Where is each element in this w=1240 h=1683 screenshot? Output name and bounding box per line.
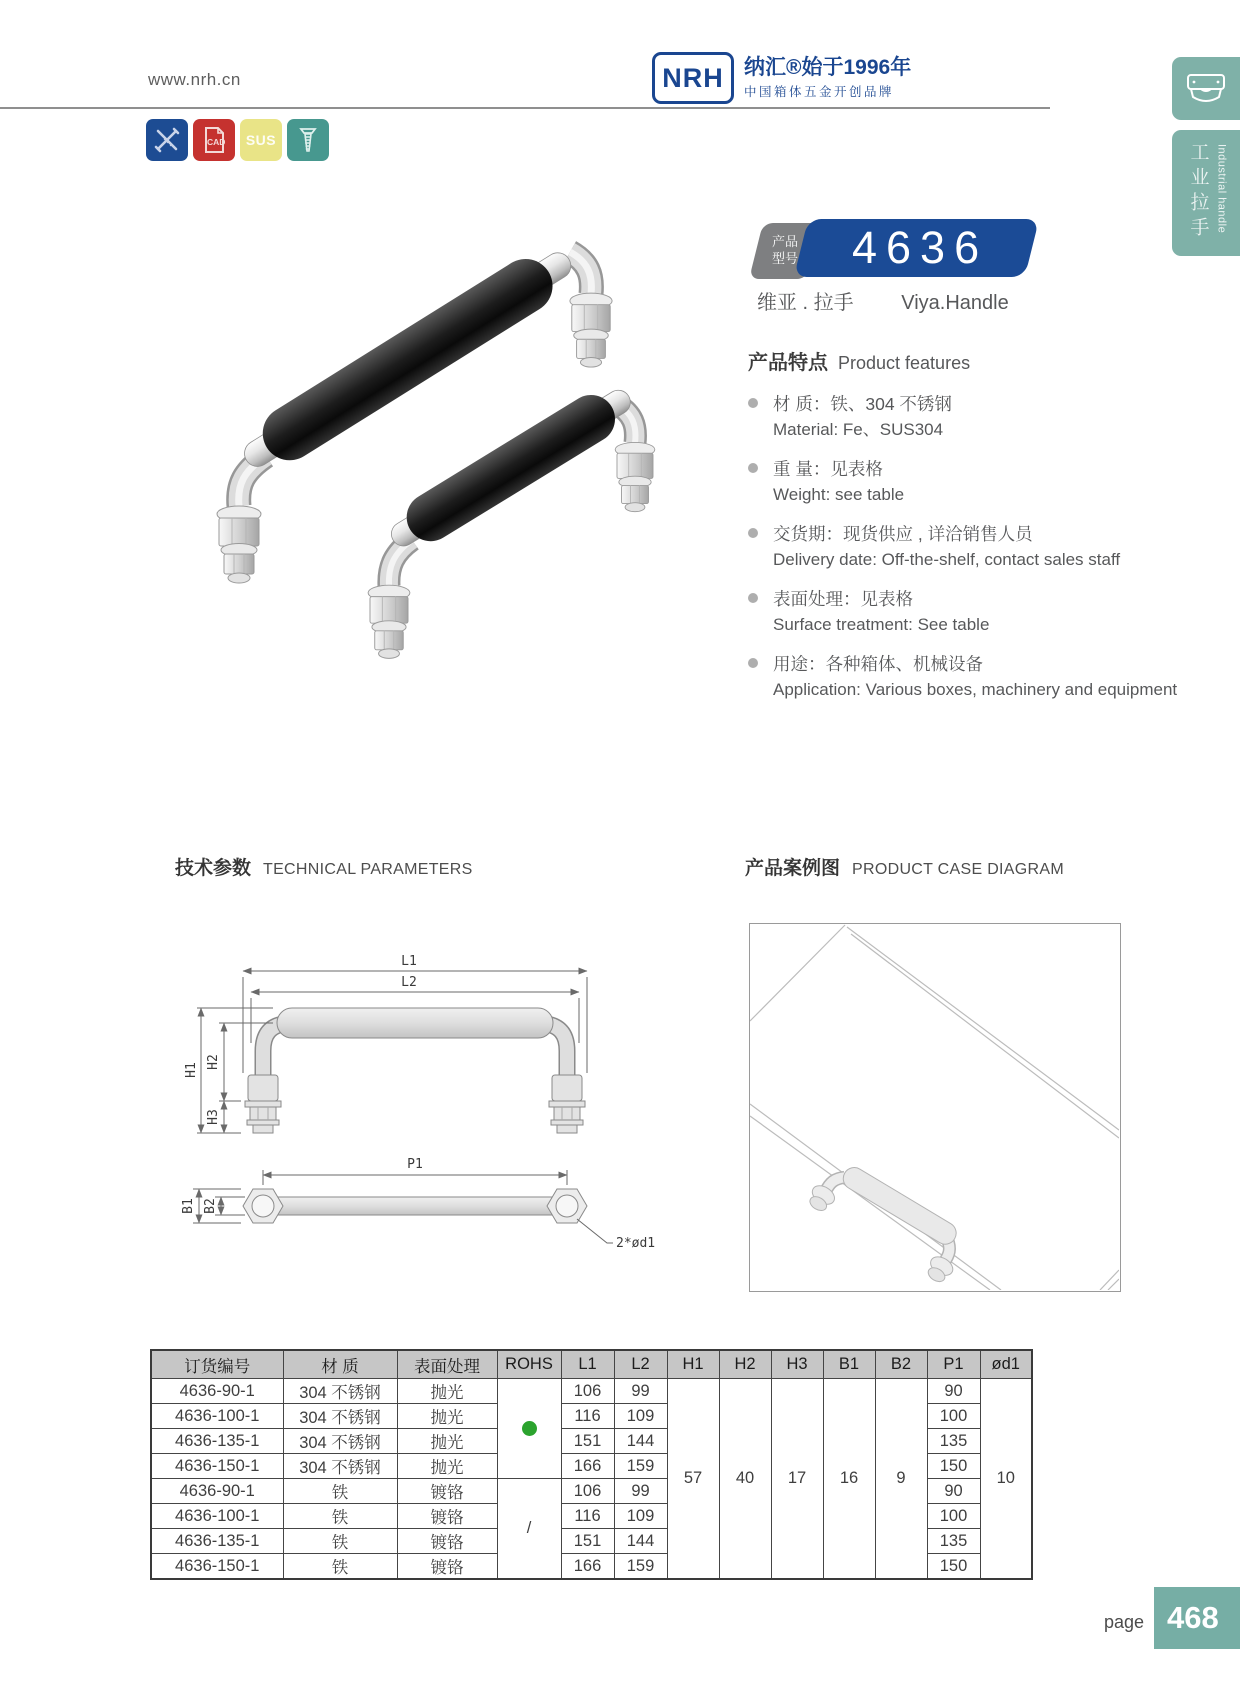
product-name-en: Viya.Handle — [901, 292, 1009, 314]
table-cell: 151 — [561, 1429, 614, 1454]
feature-en: Application: Various boxes, machinery and equipment — [773, 680, 1178, 699]
table-cell: 150 — [927, 1454, 980, 1479]
feature-item — [748, 456, 1218, 507]
table-cell: 304 不锈钢 — [283, 1379, 397, 1404]
case-heading-en: PRODUCT CASE DIAGRAM — [852, 861, 1064, 878]
table-cell: 铁 — [283, 1529, 397, 1554]
tab-industrial-handle[interactable] — [1172, 130, 1240, 256]
table-cell: 304 不锈钢 — [283, 1429, 397, 1454]
table-cell: 116 — [561, 1504, 614, 1529]
table-header-cell: H2 — [719, 1350, 771, 1379]
brand-tagline-line1: 纳汇®始于1996年 — [744, 55, 912, 79]
table-cell: 镀铬 — [397, 1554, 497, 1580]
table-cell: 铁 — [283, 1554, 397, 1580]
bullet-icon — [748, 658, 758, 668]
model-number: 4636 — [852, 222, 989, 273]
product-case-diagram — [749, 923, 1121, 1292]
table-cell: 抛光 — [397, 1454, 497, 1479]
feature-item — [748, 651, 1218, 702]
table-cell: 10 — [980, 1379, 1032, 1580]
table-cell: 99 — [614, 1479, 667, 1504]
table-cell: 抛光 — [397, 1429, 497, 1454]
dim-hole-note: 2*ød1 — [616, 1236, 656, 1251]
dim-l1: L1 — [401, 954, 417, 969]
table-cell: 106 — [561, 1379, 614, 1404]
case-heading-cn: 产品案例图 — [745, 858, 841, 879]
feature-item — [748, 391, 1218, 442]
table-cell: 99 — [614, 1379, 667, 1404]
table-cell: 116 — [561, 1404, 614, 1429]
dim-b2: B2 — [203, 1198, 218, 1214]
table-cell: 166 — [561, 1454, 614, 1479]
table-cell: 17 — [771, 1379, 823, 1580]
drawing-front-view — [245, 1008, 585, 1133]
handle-photo-small — [368, 376, 655, 659]
table-cell: 4636-100-1 — [151, 1504, 283, 1529]
page-number: 468 — [1167, 1600, 1219, 1635]
dim-h3: H3 — [206, 1109, 221, 1125]
technical-drawing — [165, 885, 665, 1260]
website-url[interactable]: www.nrh.cn — [148, 70, 241, 89]
sus-steel-icon — [240, 119, 282, 161]
features-title-en: Product features — [838, 353, 971, 373]
table-header-cell: L1 — [561, 1350, 614, 1379]
table-header-cell: B2 — [875, 1350, 927, 1379]
bullet-icon — [748, 593, 758, 603]
table-cell: 150 — [927, 1554, 980, 1580]
rohs-pass-dot — [522, 1421, 537, 1436]
table-cell: 90 — [927, 1479, 980, 1504]
table-header-cell: P1 — [927, 1350, 980, 1379]
table-cell: 304 不锈钢 — [283, 1454, 397, 1479]
header-divider — [0, 107, 1050, 109]
features-title-cn: 产品特点 — [748, 352, 828, 374]
table-cell: 抛光 — [397, 1404, 497, 1429]
bullet-icon — [748, 528, 758, 538]
table-cell: 100 — [927, 1404, 980, 1429]
model-tab-line2: 型号 — [771, 251, 798, 266]
table-row — [151, 1379, 1032, 1404]
product-features — [748, 346, 1218, 716]
rohs-cell-iron: / — [497, 1479, 561, 1580]
table-cell: 144 — [614, 1429, 667, 1454]
page-label: page — [1103, 1612, 1144, 1632]
tech-heading-en: TECHNICAL PARAMETERS — [263, 861, 473, 878]
table-cell: 135 — [927, 1429, 980, 1454]
table-cell: 铁 — [283, 1504, 397, 1529]
technical-parameters-heading — [175, 853, 473, 880]
tech-heading-cn: 技术参数 — [175, 858, 252, 879]
feature-cn: 材 质：铁、304 不锈钢 — [773, 394, 952, 414]
page-number-badge — [1154, 1587, 1240, 1649]
table-header-cell: B1 — [823, 1350, 875, 1379]
design-tools-icon — [146, 119, 188, 161]
table-cell: 109 — [614, 1504, 667, 1529]
bullet-icon — [748, 463, 758, 473]
table-cell: 159 — [614, 1454, 667, 1479]
brand-logo — [652, 52, 911, 104]
table-cell: 4636-135-1 — [151, 1529, 283, 1554]
rohs-cell-steel — [497, 1379, 561, 1479]
feature-cn: 表面处理：见表格 — [773, 589, 913, 609]
feature-cn: 重 量：见表格 — [773, 459, 883, 479]
model-banner — [794, 219, 1039, 277]
sus-label: SUS — [245, 132, 277, 148]
feature-item — [748, 521, 1218, 572]
table-header-cell: ød1 — [980, 1350, 1032, 1379]
model-tab-line1: 产品 — [771, 234, 798, 250]
dim-p1: P1 — [407, 1157, 423, 1172]
case-handle-icon — [1185, 71, 1227, 107]
dim-l2: L2 — [401, 975, 417, 990]
bullet-icon — [748, 398, 758, 408]
table-cell: 4636-150-1 — [151, 1454, 283, 1479]
table-header-cell: 订货编号 — [151, 1350, 283, 1379]
table-header-cell: ROHS — [497, 1350, 561, 1379]
brand-tagline-line2: 中国箱体五金开创品牌 — [744, 85, 895, 100]
nrh-logo-icon: NRH — [652, 52, 734, 104]
table-cell: 9 — [875, 1379, 927, 1580]
feature-item — [748, 586, 1218, 637]
table-cell: 4636-90-1 — [151, 1479, 283, 1504]
table-cell: 151 — [561, 1529, 614, 1554]
table-cell: 135 — [927, 1529, 980, 1554]
features-title — [748, 346, 1218, 375]
feature-cn: 交货期：现货供应 , 详洽销售人员 — [773, 524, 1033, 544]
feature-en: Weight: see table — [773, 485, 905, 504]
feature-cn: 用途：各种箱体、机械设备 — [773, 654, 983, 674]
table-header-cell: 表面处理 — [397, 1350, 497, 1379]
category-label-en: Industrial handle — [1215, 144, 1228, 234]
table-cell: 铁 — [283, 1479, 397, 1504]
product-name-cn: 维亚 . 拉手 — [757, 292, 854, 314]
brand-tagline — [744, 56, 911, 100]
table-cell: 304 不锈钢 — [283, 1404, 397, 1429]
table-cell: 90 — [927, 1379, 980, 1404]
table-cell: 镀铬 — [397, 1504, 497, 1529]
table-cell: 镀铬 — [397, 1479, 497, 1504]
table-header — [151, 1350, 1032, 1379]
table-cell: 抛光 — [397, 1379, 497, 1404]
table-header-cell: H1 — [667, 1350, 719, 1379]
category-label-cn: 工业拉手 — [1187, 142, 1209, 242]
table-cell: 166 — [561, 1554, 614, 1580]
feature-en: Delivery date: Off-the-shelf, contact sales staff — [773, 550, 1121, 569]
spec-table-wrap — [150, 1349, 1033, 1580]
table-cell: 106 — [561, 1479, 614, 1504]
table-cell: 100 — [927, 1504, 980, 1529]
svg-text:CAD: CAD — [207, 137, 226, 147]
tab-category-icon[interactable] — [1172, 57, 1240, 120]
cad-file-icon — [193, 119, 235, 161]
screw-icon — [287, 119, 329, 161]
table-cell: 109 — [614, 1404, 667, 1429]
product-name — [757, 286, 1009, 315]
table-cell: 镀铬 — [397, 1529, 497, 1554]
table-cell: 4636-135-1 — [151, 1429, 283, 1454]
feature-en: Material: Fe、SUS304 — [773, 420, 944, 439]
drawing-bottom-view — [243, 1189, 587, 1223]
spec-table — [150, 1349, 1033, 1580]
dim-h2: H2 — [206, 1054, 221, 1070]
table-header-cell: H3 — [771, 1350, 823, 1379]
feature-en: Surface treatment: See table — [773, 615, 990, 634]
table-cell: 159 — [614, 1554, 667, 1580]
product-photo — [150, 190, 670, 670]
case-diagram-heading — [745, 853, 1064, 880]
table-header-cell: 材 质 — [283, 1350, 397, 1379]
table-cell: 4636-150-1 — [151, 1554, 283, 1580]
dim-h1: H1 — [184, 1062, 199, 1078]
dim-b1: B1 — [181, 1198, 196, 1214]
table-cell: 144 — [614, 1529, 667, 1554]
table-cell: 16 — [823, 1379, 875, 1580]
table-cell: 4636-90-1 — [151, 1379, 283, 1404]
table-cell: 57 — [667, 1379, 719, 1580]
table-cell: 40 — [719, 1379, 771, 1580]
table-header-cell: L2 — [614, 1350, 667, 1379]
certification-badges — [146, 119, 329, 161]
table-cell: 4636-100-1 — [151, 1404, 283, 1429]
